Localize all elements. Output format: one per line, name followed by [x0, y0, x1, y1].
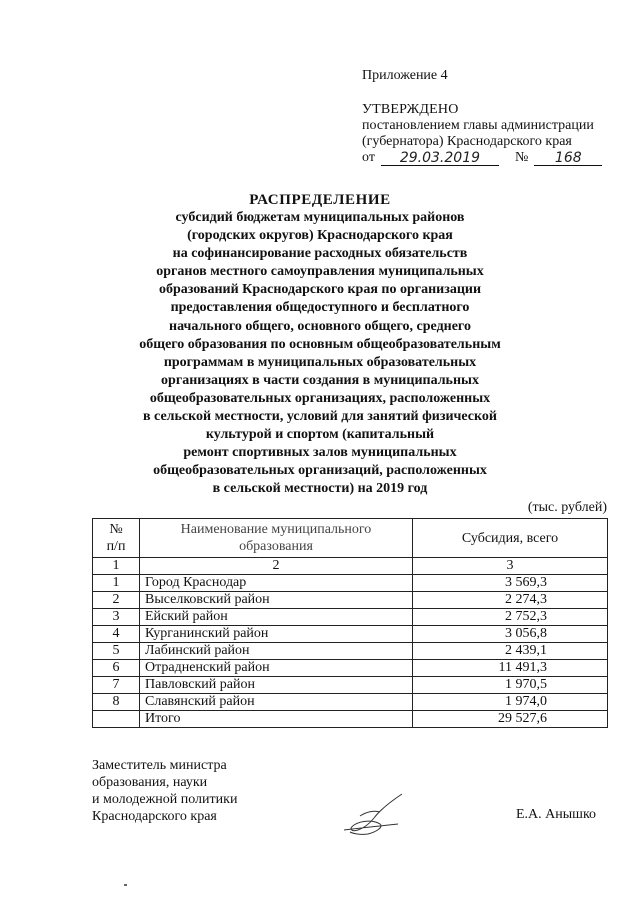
approved-label: УТВЕРЖДЕНО [362, 102, 459, 117]
signatory-title [92, 757, 237, 825]
total-sum: 29 527,6 [413, 711, 608, 728]
row-number: 7 [93, 677, 140, 694]
table-row [93, 694, 608, 711]
units-label: (тыс. рублей) [527, 500, 607, 515]
header-name-line-2: образования [239, 539, 313, 554]
subtitle-line: органов местного самоуправления муниципальных [156, 264, 484, 280]
date-prefix: от [362, 150, 375, 165]
table-row [93, 575, 608, 592]
subtitle-line: ремонт спортивных залов муниципальных [183, 445, 457, 461]
row-sum: 3 569,3 [413, 575, 608, 592]
signatory-line: и молодежной политики [92, 792, 238, 807]
row-name: Курганинский район [140, 626, 413, 643]
row-name: Город Краснодар [140, 575, 413, 592]
approval-line-1: постановлением главы администрации [362, 118, 594, 133]
header-number-line-1: № [109, 522, 123, 537]
row-name: Ейский район [140, 609, 413, 626]
table-row [93, 609, 608, 626]
subtitle-line: (городских округов) Краснодарского края [187, 228, 453, 244]
number-sign: № [514, 150, 529, 165]
row-number: 2 [93, 592, 140, 609]
subsidy-table [92, 518, 608, 728]
header-name-line-1: Наименование муниципального [180, 522, 372, 537]
subtitle-line: общеобразовательных организациях, расположенных [149, 390, 491, 406]
subtitle-line: в сельской местности, условий для занятий физической [143, 409, 497, 425]
row-sum: 1 974,0 [413, 694, 608, 711]
approval-number: 168 [534, 151, 602, 166]
signatory-line: образования, науки [92, 775, 208, 790]
subtitle-line: образований Краснодарского края по организации [158, 282, 482, 298]
approval-line-2: (губернатора) Краснодарского края [362, 134, 572, 149]
header-name [140, 519, 413, 558]
row-sum: 11 491,3 [413, 660, 608, 677]
table-header-row [93, 519, 608, 558]
index-cell: 1 [93, 558, 140, 575]
table-row [93, 660, 608, 677]
scan-speck [124, 884, 127, 886]
row-sum: 1 970,5 [413, 677, 608, 694]
row-number: 4 [93, 626, 140, 643]
total-label: Итого [140, 711, 413, 728]
table-row [93, 592, 608, 609]
total-number-cell [93, 711, 140, 728]
row-name: Павловский район [140, 677, 413, 694]
row-name: Отрадненский район [140, 660, 413, 677]
row-number: 8 [93, 694, 140, 711]
appendix-label: Приложение 4 [362, 68, 448, 83]
row-sum: 2 274,3 [413, 592, 608, 609]
row-number: 5 [93, 643, 140, 660]
row-name: Выселковский район [140, 592, 413, 609]
subtitle-line: программам в муниципальных образовательных [163, 354, 477, 370]
row-number: 3 [93, 609, 140, 626]
document-subtitle [0, 209, 640, 499]
table-index-row [93, 558, 608, 575]
row-sum: 3 056,8 [413, 626, 608, 643]
subtitle-line: в сельской местности) на 2019 год [212, 481, 428, 497]
row-number: 1 [93, 575, 140, 592]
subtitle-line: начального общего, основного общего, среднего [169, 318, 471, 334]
index-cell: 3 [413, 558, 608, 575]
document-title: РАСПРЕДЕЛЕНИЕ [249, 192, 391, 208]
subtitle-line: на софинансирование расходных обязательств [172, 246, 468, 262]
subtitle-line: субсидий бюджетам муниципальных районов [175, 210, 465, 225]
table-row [93, 643, 608, 660]
table-row [93, 677, 608, 694]
row-sum: 2 752,3 [413, 609, 608, 626]
approval-date: 29.03.2019 [381, 151, 499, 166]
subtitle-line: предоставления общедоступного и бесплатного [170, 300, 470, 316]
handwritten-signature [340, 790, 410, 840]
table-total-row [93, 711, 608, 728]
signatory-line: Краснодарского края [92, 809, 217, 824]
subtitle-line: организациях в части создания в муниципальных [161, 372, 479, 388]
row-name: Славянский район [140, 694, 413, 711]
signatory-name: Е.А. Анышко [516, 807, 597, 822]
table-row [93, 626, 608, 643]
subtitle-line: общеобразовательных организаций, расположенных [153, 463, 487, 479]
row-number: 6 [93, 660, 140, 677]
header-number [93, 519, 140, 558]
row-name: Лабинский район [140, 643, 413, 660]
document-heading [0, 191, 640, 499]
signatory-line: Заместитель министра [92, 758, 227, 773]
row-sum: 2 439,1 [413, 643, 608, 660]
index-cell: 2 [140, 558, 413, 575]
subtitle-line: общего образования по основным общеобразовательным [139, 336, 501, 352]
header-number-line-2: п/п [106, 539, 126, 554]
approval-date-line [362, 150, 602, 166]
approval-stamp [362, 68, 602, 166]
header-subsidy: Субсидия, всего [413, 519, 608, 558]
subtitle-line: культурой и спортом (капитальный [205, 427, 435, 443]
